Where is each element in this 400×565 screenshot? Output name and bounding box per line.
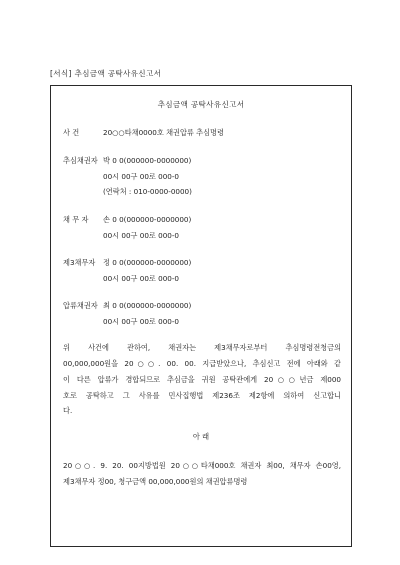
creditor-address: 00시 00구 00로 000-0 bbox=[103, 172, 180, 181]
debtor-name: 손 0 0(000000-0000000) bbox=[103, 215, 192, 224]
document-title: 추심금액 공탁사유신고서 bbox=[157, 100, 245, 109]
ari-heading: 아 래 bbox=[192, 432, 210, 441]
body-line-4: 호로 공탁하고 그 사유를 민사집행법 제236조 제2항에 의하여 신고합니 bbox=[63, 391, 341, 400]
debtor-address: 00시 00구 00로 000-0 bbox=[103, 231, 180, 240]
body-line-2: 00,000,000원을 20○○. 00. 00. 지급받았으나, 추심신고 전에 아래와 같 bbox=[63, 359, 341, 368]
creditor-name: 박 0 0(000000-0000000) bbox=[103, 156, 192, 165]
third-debtor-name: 정 0 0(000000-0000000) bbox=[103, 258, 192, 267]
case-label: 사 건 bbox=[63, 128, 80, 137]
ari-line-2: 제3채무자 정00, 청구금액 00,000,000원의 채권압류명령 bbox=[63, 477, 248, 486]
body-line-1: 위 사건에 관하여, 채권자는 제3채무자로부터 추심명령전청금의 bbox=[63, 343, 341, 352]
third-debtor-label: 제3채무자 bbox=[63, 258, 96, 267]
third-debtor-address: 00시 00구 00로 000-0 bbox=[103, 274, 180, 283]
body-line-5: 다. bbox=[63, 406, 73, 415]
case-value: 20○○타채0000호 채권압류 추심명령 bbox=[103, 128, 224, 137]
document-frame bbox=[50, 85, 352, 547]
body-line-3: 이 다른 압류가 경합되므로 추심금을 귀원 공탁관에게 20○○년금 제000 bbox=[63, 375, 341, 384]
seizure-creditor-label: 압류채권자 bbox=[63, 301, 98, 310]
ari-line-1: 20○○. 9. 20. 00지방법원 20○○타채000호 채권자 최00, 채무자 손00영, bbox=[63, 461, 341, 470]
debtor-label: 채 무 자 bbox=[63, 215, 89, 224]
creditor-label: 추심채권자 bbox=[63, 156, 98, 165]
seizure-creditor-address: 00시 00구 00로 000-0 bbox=[103, 317, 180, 326]
creditor-contact: (연락처 : 010-0000-0000) bbox=[103, 187, 192, 196]
seizure-creditor-name: 최 0 0(000000-0000000) bbox=[103, 301, 192, 310]
form-label: [서식] 추심금액 공탁사유신고서 bbox=[50, 69, 162, 78]
